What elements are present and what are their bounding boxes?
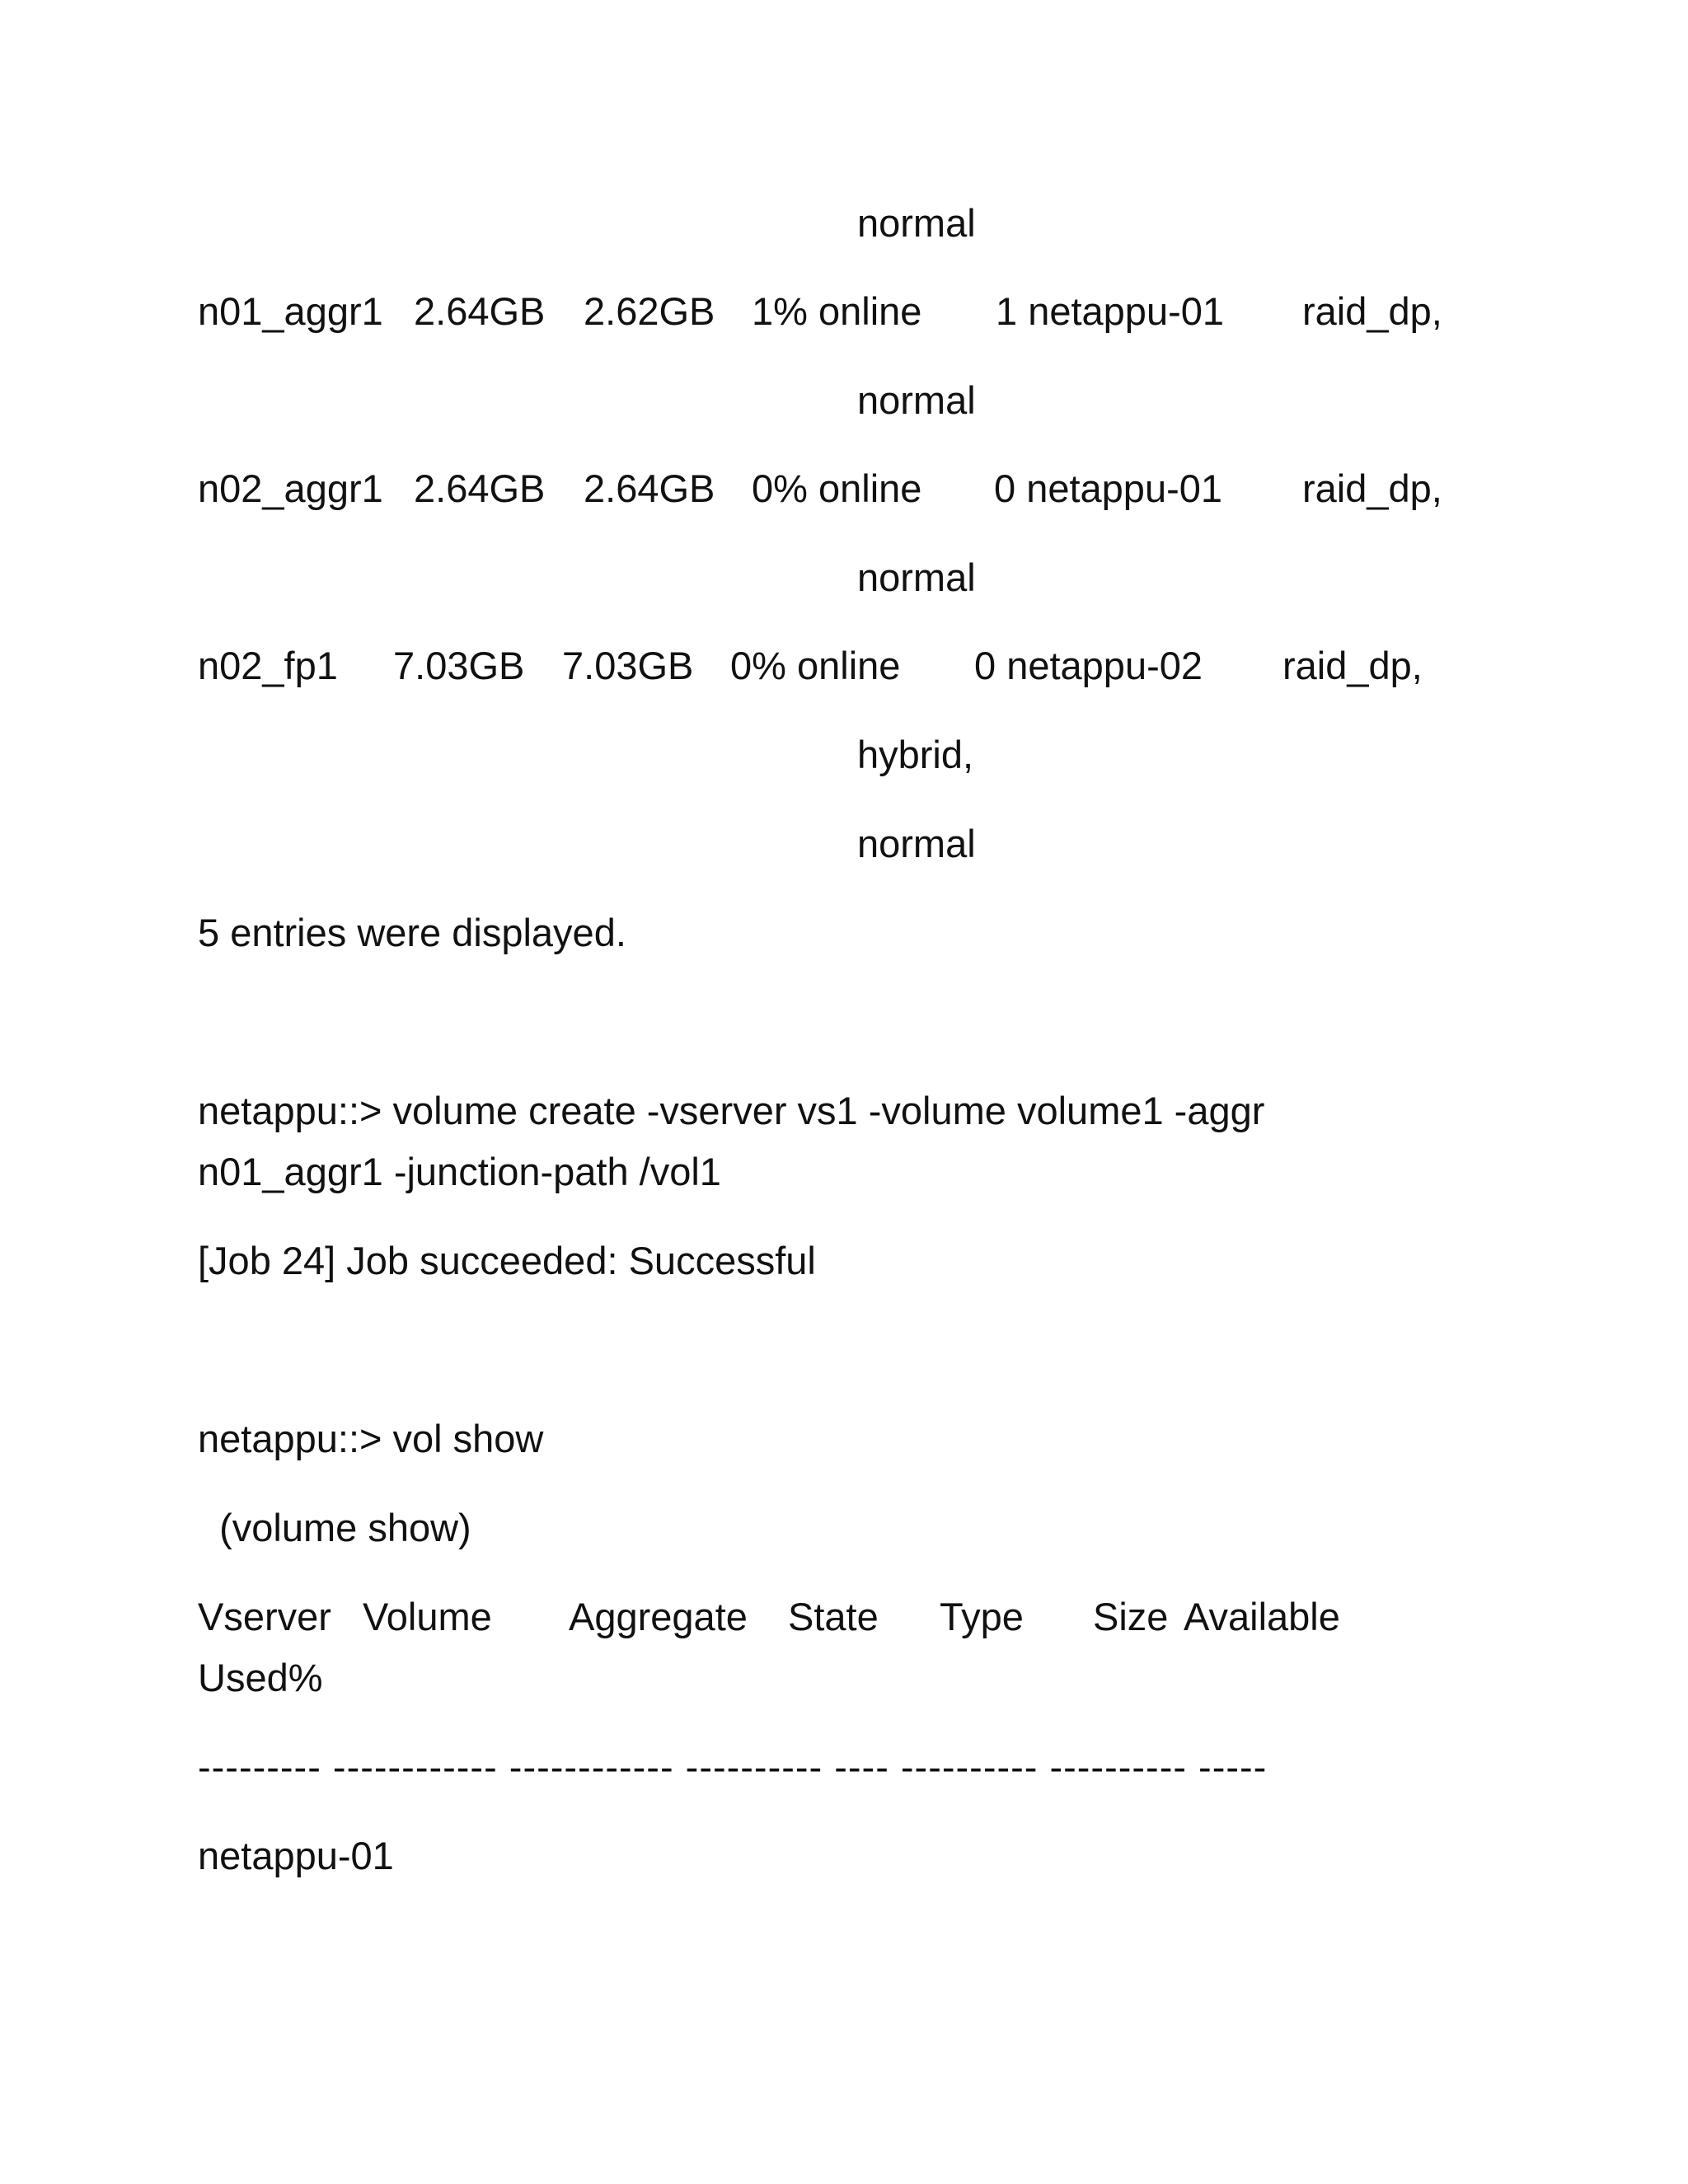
- table-row: [0, 643, 1688, 692]
- aggregate-volumes-nodes: 0 netappu-01: [994, 466, 1223, 510]
- command-alias: (volume show): [198, 1506, 471, 1549]
- command-line: netappu::> vol show: [198, 1417, 544, 1460]
- aggregate-name: n01_aggr1: [198, 289, 383, 333]
- aggregate-available: 2.62GB: [584, 289, 715, 333]
- aggregate-volumes-nodes: 0 netappu-02: [974, 644, 1203, 687]
- aggregate-name: n02_fp1: [198, 644, 338, 687]
- aggregate-size: 2.64GB: [414, 289, 546, 333]
- aggregate-raid-status: raid_dp,: [1282, 644, 1423, 687]
- aggregate-raid-status: raid_dp,: [1302, 466, 1442, 510]
- table-row: [0, 288, 1688, 338]
- table-separator: --------- ------------ ------------ ---------- ---- ---------- ---------- -----: [198, 1745, 1268, 1788]
- raid-status-continuation: normal: [857, 555, 976, 599]
- column-header: State: [788, 1595, 879, 1638]
- column-header: Available: [1184, 1595, 1340, 1638]
- table-row: [0, 466, 1688, 515]
- column-header: Size: [1093, 1595, 1169, 1638]
- column-header: Aggregate: [569, 1595, 748, 1638]
- aggregate-used-state: 1% online: [752, 289, 922, 333]
- aggregate-used-state: 0% online: [730, 644, 901, 687]
- aggregate-available: 7.03GB: [562, 644, 694, 687]
- raid-status-continuation: hybrid,: [857, 733, 974, 776]
- raid-status-continuation: normal: [857, 201, 976, 245]
- column-header: Volume: [363, 1595, 492, 1638]
- vserver-name: netappu-01: [198, 1834, 394, 1877]
- aggregate-size: 7.03GB: [393, 644, 525, 687]
- raid-status-continuation: normal: [857, 822, 976, 865]
- aggregate-used-state: 0% online: [752, 466, 922, 510]
- aggregate-available: 2.64GB: [584, 466, 715, 510]
- job-result: [Job 24] Job succeeded: Successful: [198, 1239, 816, 1282]
- column-header: Vserver: [198, 1595, 331, 1638]
- raid-status-continuation: normal: [857, 378, 976, 422]
- column-header: Used%: [198, 1656, 323, 1699]
- aggregate-raid-status: raid_dp,: [1302, 289, 1442, 333]
- column-header: Type: [940, 1595, 1024, 1638]
- command-line-continuation: n01_aggr1 -junction-path /vol1: [198, 1150, 721, 1193]
- command-line: netappu::> volume create -vserver vs1 -volume volume1 -aggr: [198, 1089, 1265, 1132]
- aggregate-size: 2.64GB: [414, 466, 546, 510]
- aggregate-volumes-nodes: 1 netappu-01: [996, 289, 1225, 333]
- entries-summary: 5 entries were displayed.: [198, 911, 626, 954]
- aggregate-name: n02_aggr1: [198, 466, 383, 510]
- table-header: [0, 1594, 1688, 1643]
